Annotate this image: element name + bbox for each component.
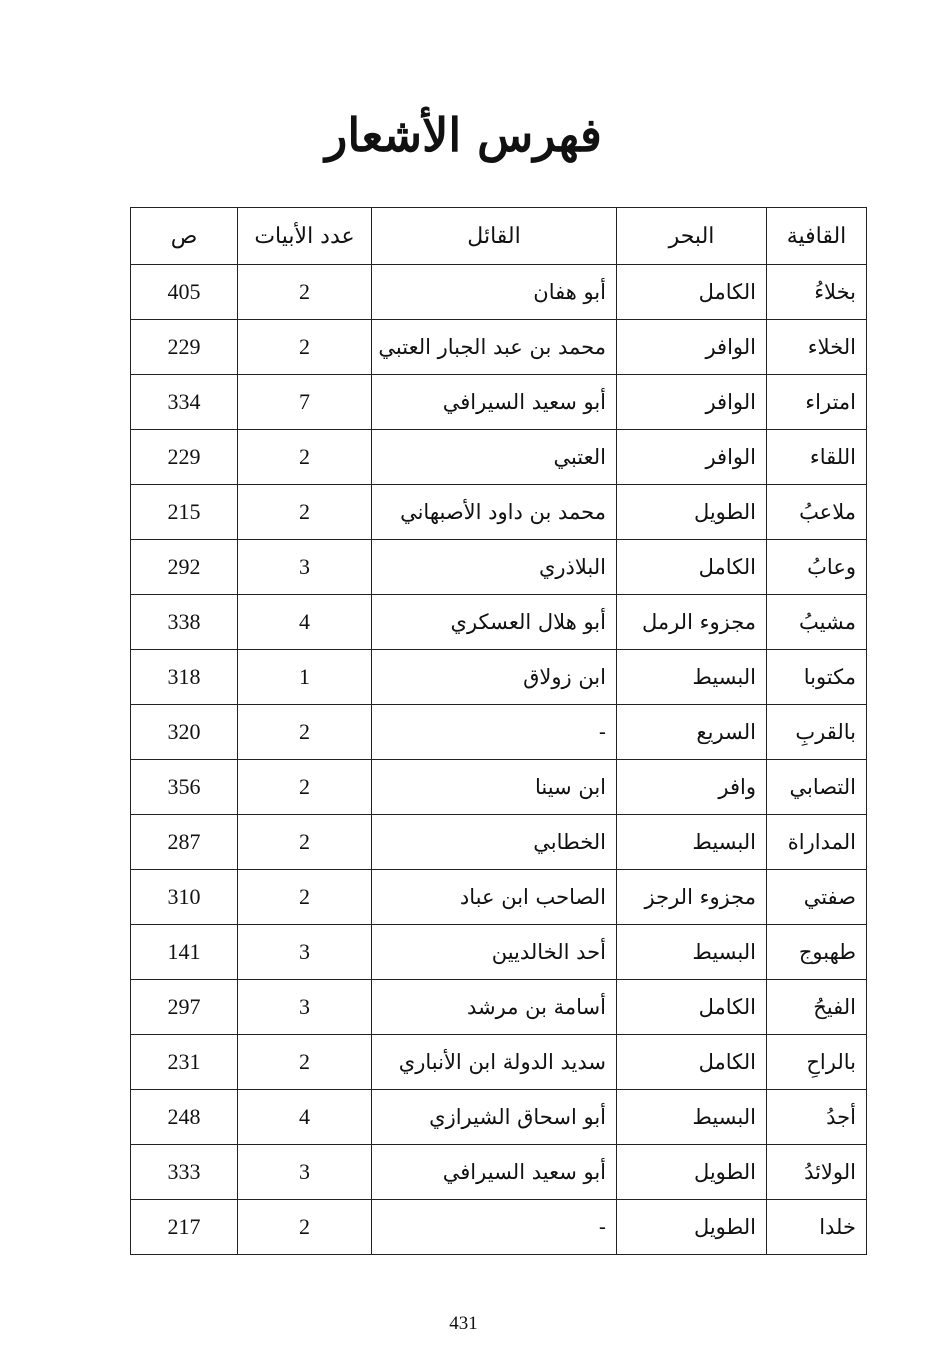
cell-page: 338 — [131, 595, 238, 650]
cell-poet: الصاحب ابن عباد — [372, 870, 617, 925]
cell-poet: العتبي — [372, 430, 617, 485]
cell-count: 7 — [238, 375, 372, 430]
cell-meter: الكامل — [617, 265, 767, 320]
table-row — [131, 430, 867, 485]
table-row — [131, 760, 867, 815]
cell-count: 2 — [238, 1035, 372, 1090]
table-row — [131, 925, 867, 980]
header-meter: البحر — [617, 208, 767, 265]
cell-count: 4 — [238, 595, 372, 650]
cell-rhyme: الخلاء — [767, 320, 867, 375]
cell-page: 231 — [131, 1035, 238, 1090]
cell-meter: وافر — [617, 760, 767, 815]
cell-meter: الكامل — [617, 1035, 767, 1090]
cell-rhyme: المداراة — [767, 815, 867, 870]
header-row — [131, 208, 867, 265]
cell-count: 1 — [238, 650, 372, 705]
cell-meter: مجزوء الرمل — [617, 595, 767, 650]
cell-poet: أبو هفان — [372, 265, 617, 320]
cell-page: 141 — [131, 925, 238, 980]
table-row — [131, 540, 867, 595]
cell-poet: أبو سعيد السيرافي — [372, 1145, 617, 1200]
page-number: 431 — [449, 1313, 478, 1334]
cell-poet: أبو سعيد السيرافي — [372, 375, 617, 430]
cell-meter: الوافر — [617, 430, 767, 485]
cell-meter: الوافر — [617, 375, 767, 430]
cell-rhyme: الولائدُ — [767, 1145, 867, 1200]
table-row — [131, 870, 867, 925]
cell-rhyme: طهبوج — [767, 925, 867, 980]
cell-page: 297 — [131, 980, 238, 1035]
table-row — [131, 265, 867, 320]
table-body — [131, 265, 867, 1255]
cell-page: 356 — [131, 760, 238, 815]
cell-rhyme: مكتوبا — [767, 650, 867, 705]
cell-poet: ابن سينا — [372, 760, 617, 815]
cell-poet: البلاذري — [372, 540, 617, 595]
cell-rhyme: بخلاءُ — [767, 265, 867, 320]
cell-page: 287 — [131, 815, 238, 870]
cell-count: 2 — [238, 320, 372, 375]
cell-count: 2 — [238, 265, 372, 320]
cell-poet: - — [372, 1200, 617, 1255]
cell-rhyme: خلدا — [767, 1200, 867, 1255]
cell-poet: أبو هلال العسكري — [372, 595, 617, 650]
cell-count: 3 — [238, 1145, 372, 1200]
cell-page: 229 — [131, 430, 238, 485]
cell-count: 2 — [238, 705, 372, 760]
table-row — [131, 705, 867, 760]
cell-rhyme: مشيبُ — [767, 595, 867, 650]
table-row — [131, 320, 867, 375]
table-row — [131, 650, 867, 705]
cell-count: 2 — [238, 870, 372, 925]
cell-count: 2 — [238, 815, 372, 870]
cell-page: 217 — [131, 1200, 238, 1255]
table-row — [131, 980, 867, 1035]
cell-rhyme: صفتي — [767, 870, 867, 925]
cell-rhyme: امتراء — [767, 375, 867, 430]
cell-poet: محمد بن عبد الجبار العتبي — [372, 320, 617, 375]
page-title: فهرس الأشعار — [325, 108, 602, 162]
cell-poet: ابن زولاق — [372, 650, 617, 705]
cell-page: 334 — [131, 375, 238, 430]
cell-count: 4 — [238, 1090, 372, 1145]
table-row — [131, 815, 867, 870]
table-row — [131, 595, 867, 650]
cell-count: 2 — [238, 430, 372, 485]
cell-page: 292 — [131, 540, 238, 595]
cell-page: 215 — [131, 485, 238, 540]
header-poet: القائل — [372, 208, 617, 265]
cell-page: 405 — [131, 265, 238, 320]
cell-page: 320 — [131, 705, 238, 760]
poetry-index-table — [130, 207, 867, 1255]
cell-meter: مجزوء الرجز — [617, 870, 767, 925]
cell-page: 318 — [131, 650, 238, 705]
cell-count: 2 — [238, 485, 372, 540]
cell-count: 2 — [238, 760, 372, 815]
table-row — [131, 1035, 867, 1090]
cell-meter: البسيط — [617, 650, 767, 705]
cell-rhyme: أجدُ — [767, 1090, 867, 1145]
cell-page: 248 — [131, 1090, 238, 1145]
cell-poet: - — [372, 705, 617, 760]
cell-poet: أحد الخالديين — [372, 925, 617, 980]
cell-rhyme: بالراحِ — [767, 1035, 867, 1090]
table-row — [131, 1200, 867, 1255]
cell-rhyme: اللقاء — [767, 430, 867, 485]
table-row — [131, 1090, 867, 1145]
cell-count: 3 — [238, 540, 372, 595]
table-row — [131, 485, 867, 540]
cell-poet: أسامة بن مرشد — [372, 980, 617, 1035]
cell-rhyme: ملاعبُ — [767, 485, 867, 540]
cell-rhyme: الفيحُ — [767, 980, 867, 1035]
table-row — [131, 375, 867, 430]
cell-meter: الطويل — [617, 1145, 767, 1200]
cell-meter: الطويل — [617, 1200, 767, 1255]
cell-meter: البسيط — [617, 1090, 767, 1145]
cell-meter: الكامل — [617, 540, 767, 595]
header-page: ص — [131, 208, 238, 265]
cell-poet: الخطابي — [372, 815, 617, 870]
cell-rhyme: وعابُ — [767, 540, 867, 595]
cell-poet: محمد بن داود الأصبهاني — [372, 485, 617, 540]
header-rhyme: القافية — [767, 208, 867, 265]
cell-page: 333 — [131, 1145, 238, 1200]
cell-count: 2 — [238, 1200, 372, 1255]
cell-meter: السريع — [617, 705, 767, 760]
cell-count: 3 — [238, 980, 372, 1035]
cell-rhyme: التصابي — [767, 760, 867, 815]
cell-meter: الوافر — [617, 320, 767, 375]
cell-meter: البسيط — [617, 925, 767, 980]
cell-page: 310 — [131, 870, 238, 925]
table-row — [131, 1145, 867, 1200]
cell-meter: الطويل — [617, 485, 767, 540]
cell-meter: الكامل — [617, 980, 767, 1035]
cell-poet: سديد الدولة ابن الأنباري — [372, 1035, 617, 1090]
cell-rhyme: بالقربِ — [767, 705, 867, 760]
cell-meter: البسيط — [617, 815, 767, 870]
header-count: عدد الأبيات — [238, 208, 372, 265]
cell-poet: أبو اسحاق الشيرازي — [372, 1090, 617, 1145]
cell-page: 229 — [131, 320, 238, 375]
cell-count: 3 — [238, 925, 372, 980]
